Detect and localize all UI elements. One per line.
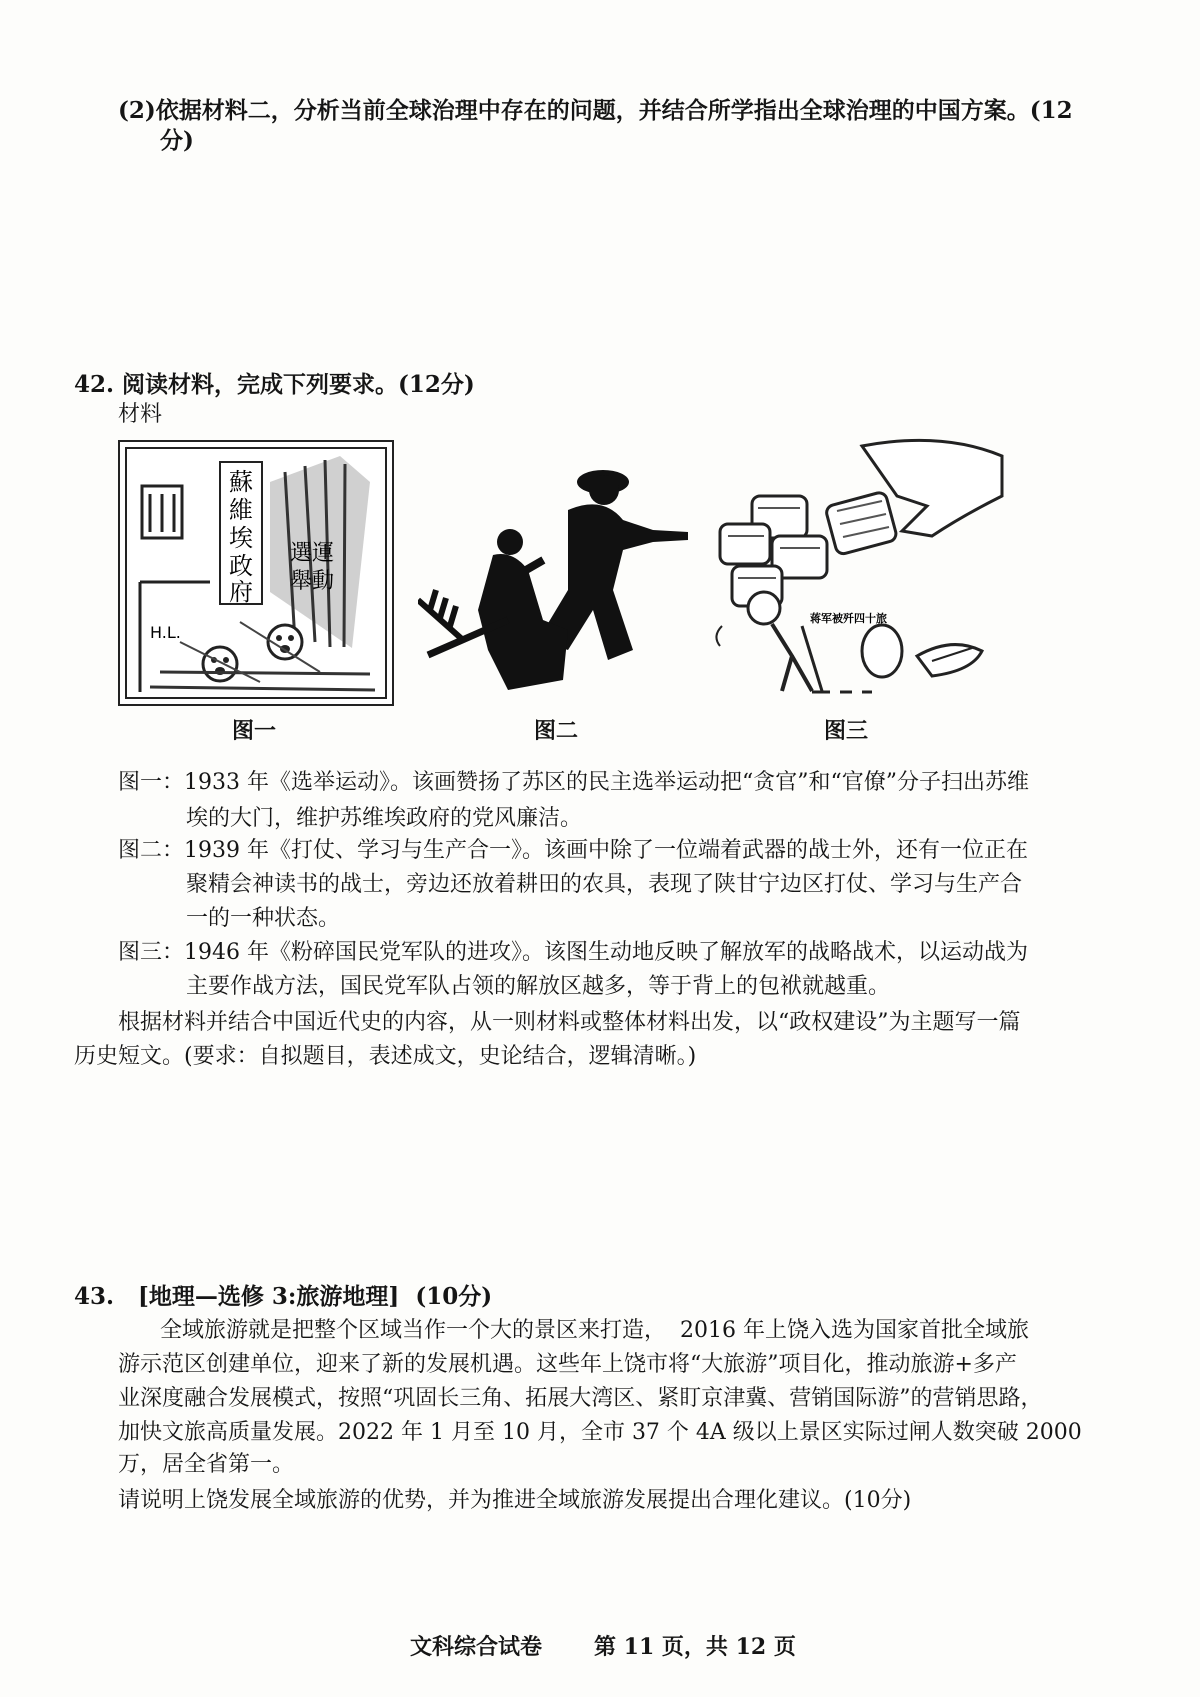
figure-2-silhouette xyxy=(418,450,698,700)
figure-1-desc-line1: 图一：1933 年《选举运动》。该画赞扬了苏区的民主选举运动把“贪官”和“官僚”分子扫出苏维 xyxy=(118,770,1029,795)
footer-page-number: 第 11 页，共 12 页 xyxy=(594,1634,796,1660)
fig1-broom-text-a: 選運 xyxy=(290,541,335,566)
q43-paragraph-line3: 业深度融合发展模式，按照“巩固长三角、拓展大湾区、紧盯京津冀、营销国际游”的营销思路， xyxy=(118,1386,1043,1411)
fig1-banner-char-1: 蘇 xyxy=(229,468,253,496)
fig3-label: 蒋军被歼四十旅 xyxy=(810,612,887,625)
q42-material-label: 材料 xyxy=(118,402,163,427)
fig1-broom-text-b: 舉動 xyxy=(290,569,335,594)
q43-paragraph-line2: 游示范区创建单位，迎来了新的发展机遇。这些年上饶市将“大旅游”项目化，推动旅游+多产 xyxy=(118,1352,1017,1377)
figure-3-illustration xyxy=(712,436,1012,700)
figure-3-desc-line1: 图三：1946 年《粉碎国民党军队的进攻》。该图生动地反映了解放军的战略战术，以运动战为 xyxy=(118,940,1028,965)
q43-paragraph-line1: 全域旅游就是把整个区域当作一个大的景区来打造， 2016 年上饶入选为国家首批全域旅 xyxy=(160,1318,1029,1343)
figure-2-desc-line3: 一的一种状态。 xyxy=(186,906,341,931)
fig1-banner-char-2: 維 xyxy=(229,496,253,524)
footer-exam-title: 文科综合试卷 xyxy=(410,1634,543,1660)
figure-1-election-cartoon xyxy=(118,440,394,706)
fig1-banner-char-4: 政 xyxy=(229,552,253,580)
q43-paragraph-line5: 万，居全省第一。 xyxy=(118,1452,295,1477)
fig1-banner-char-5: 府 xyxy=(229,578,253,606)
q43-paragraph-line4: 加快文旅高质量发展。2022 年 1 月至 10 月，全市 37 个 4A 级以上景区实际过闸人数突破 2000 xyxy=(118,1420,1082,1445)
figure-3-caption: 图三 xyxy=(823,718,868,744)
figure-2-desc-line2: 聚精会神读书的战士，旁边还放着耕田的农具，表现了陕甘宁边区打仗、学习与生产合 xyxy=(186,872,1023,897)
figure-1-caption: 图一 xyxy=(231,718,276,744)
figure-1-illustration xyxy=(120,442,392,704)
q43-task: 请说明上饶发展全域旅游的优势，并为推进全域旅游发展提出合理化建议。(10分) xyxy=(118,1488,912,1513)
figure-2-illustration xyxy=(418,450,698,700)
q42-task-line1: 根据材料并结合中国近代史的内容，从一则材料或整体材料出发，以“政权建设”为主题写一篇 xyxy=(118,1010,1021,1035)
q42-heading: 42. 阅读材料，完成下列要求。(12分) xyxy=(74,371,475,398)
fig1-banner-char-3: 埃 xyxy=(229,524,253,552)
fig1-hl-label: H.L. xyxy=(150,623,181,642)
q41-part2-line1: (2)依据材料二，分析当前全球治理中存在的问题，并结合所学指出全球治理的中国方案。(12 xyxy=(118,97,1073,124)
figure-2-caption: 图二 xyxy=(533,718,578,744)
figure-1-desc-line2: 埃的大门，维护苏维埃政府的党风廉洁。 xyxy=(186,806,583,831)
figure-2-desc-line1: 图二：1939 年《打仗、学习与生产合一》。该画中除了一位端着武器的战士外，还有一位正在 xyxy=(118,838,1028,863)
q42-task-line2: 历史短文。(要求：自拟题目，表述成文，史论结合，逻辑清晰。) xyxy=(74,1044,697,1069)
q43-heading: 43. [地理—选修 3:旅游地理] (10分) xyxy=(74,1283,493,1310)
figure-3-desc-line2: 主要作战方法，国民党军队占领的解放区越多，等于背上的包袱就越重。 xyxy=(186,974,891,999)
q41-part2-line2: 分) xyxy=(160,127,194,154)
figure-3-cartoon xyxy=(712,436,1012,700)
